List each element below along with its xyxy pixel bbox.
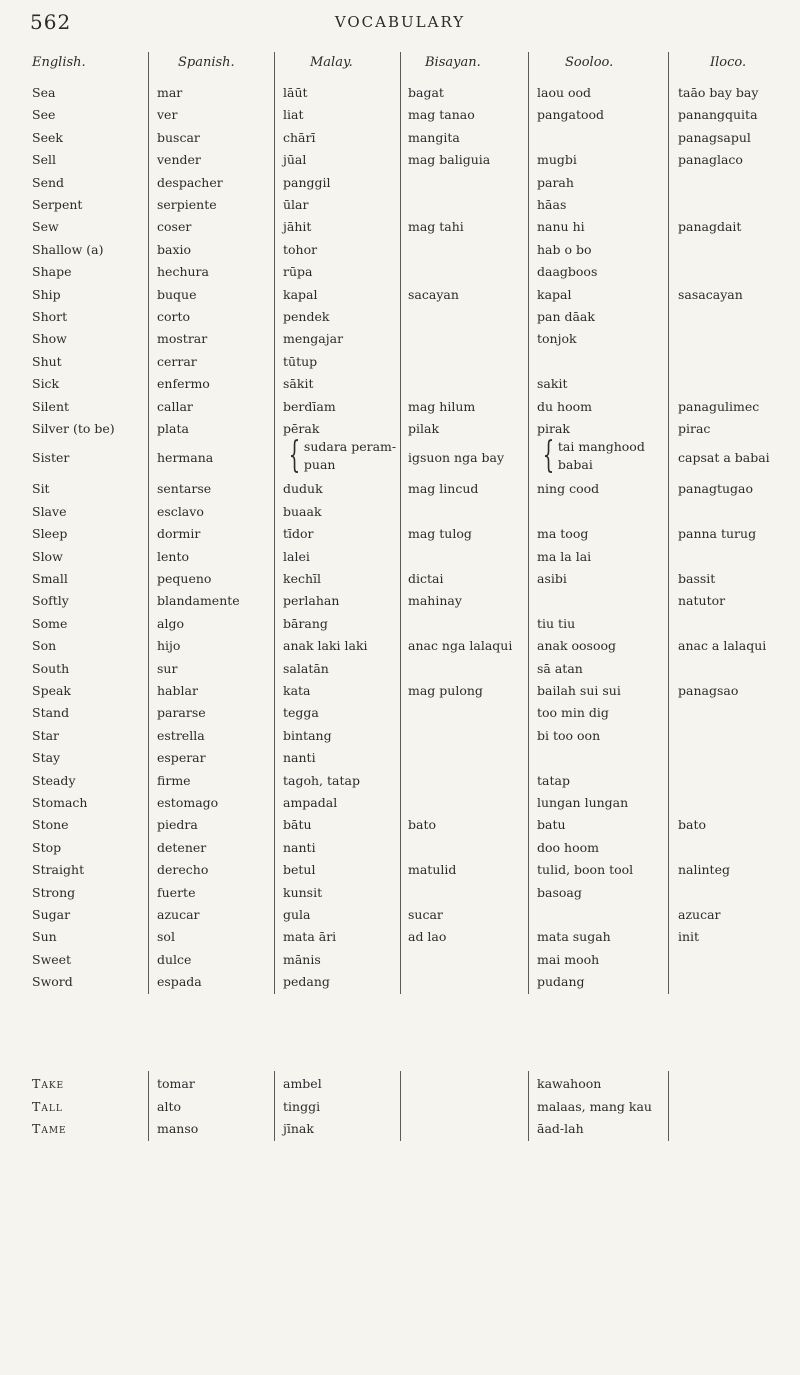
cell-spanish: azucar (157, 907, 200, 922)
cell-spanish: cerrar (157, 353, 197, 369)
cell-malay: tīdor (283, 526, 314, 542)
cell-iloco: pirac (678, 421, 711, 436)
cell-spanish: esperar (157, 750, 206, 766)
cell-english: Some (32, 615, 68, 631)
cell-sooloo: āad-lah (537, 1121, 584, 1136)
cell-spanish: algo (157, 615, 184, 631)
cell-iloco: taāo bay bay (678, 85, 759, 100)
cell-malay: bārang (283, 615, 328, 631)
cell-bisayan: sacayan (408, 286, 459, 302)
cell-sooloo: tonjok (537, 331, 577, 347)
cell-bisayan: ad lao (408, 929, 447, 945)
cell-sooloo: daagboos (537, 264, 598, 280)
cell-sooloo: bailah sui sui (537, 683, 621, 698)
column-header-english: English. (32, 55, 86, 70)
cell-sooloo: tiu tiu (537, 615, 576, 631)
table-row (0, 328, 800, 350)
cell-spanish: lento (157, 548, 189, 564)
cell-bisayan: mahinay (408, 593, 462, 609)
cell-spanish: estomago (157, 795, 219, 810)
cell-spanish: plata (157, 421, 189, 436)
table-row (0, 239, 800, 261)
cell-bisayan: matulid (408, 862, 457, 878)
cell-bisayan: sucar (408, 907, 443, 922)
cell-sooloo: parah (537, 174, 574, 190)
cell-spanish: detener (157, 839, 207, 855)
cell-sooloo: sakit (537, 376, 568, 392)
cell-malay: buaak (283, 503, 322, 519)
cell-sooloo: kawahoon (537, 1076, 602, 1091)
cell-sooloo: pangatood (537, 107, 605, 123)
table-row (0, 792, 800, 814)
cell-spanish: vender (157, 152, 201, 168)
cell-sooloo: ma la lai (537, 548, 592, 564)
table-row (0, 435, 800, 478)
cell-english: Sun (32, 929, 57, 945)
cell-english: Son (32, 638, 57, 654)
cell-malay: perlahan (283, 593, 340, 609)
cell-malay: anak laki laki (283, 638, 368, 654)
table-row (0, 127, 800, 149)
cell-english: Shape (32, 264, 72, 280)
table-row (0, 261, 800, 283)
cell-malay: lalei (283, 548, 310, 564)
bracketed-line: babai (557, 457, 593, 473)
cell-sooloo: ma toog (537, 526, 589, 542)
cell-english: Sick (32, 376, 60, 392)
cell-iloco: capsat a babai (678, 450, 770, 466)
cell-malay: ūlar (283, 197, 309, 212)
cell-spanish: dulce (157, 951, 192, 967)
cell-malay: berdīam (283, 398, 336, 414)
column-header-malay: Malay. (310, 55, 353, 70)
cell-bisayan: anac nga lalaqui (408, 638, 513, 654)
cell-sooloo: tulid, boon tool (537, 862, 634, 878)
cell-english: Shallow (a) (32, 241, 104, 257)
cell-spanish: ver (157, 107, 178, 123)
table-row (0, 882, 800, 904)
cell-iloco: panagulimec (678, 398, 760, 414)
cell-english: South (32, 660, 70, 676)
cell-sooloo: pirak (537, 421, 571, 436)
page-header (0, 0, 800, 40)
cell-spanish: enfermo (157, 376, 210, 392)
table-row (0, 1118, 800, 1140)
cell-bisayan: mag tahi (408, 219, 464, 235)
cell-bisayan: mag tulog (408, 526, 472, 542)
table-row (0, 396, 800, 418)
cell-malay: mengajar (283, 331, 344, 347)
cell-sooloo: doo hoom (537, 839, 599, 855)
cell-bisayan: mag tanao (408, 107, 475, 123)
table-row (0, 926, 800, 948)
cell-malay (283, 435, 397, 477)
cell-malay: tegga (283, 705, 319, 721)
bracketed-line: tai manghood (557, 439, 645, 455)
bracketed-line: puan (303, 457, 336, 473)
cell-malay: duduk (283, 481, 323, 497)
cell-english: Star (32, 727, 60, 743)
cell-spanish: callar (157, 398, 193, 414)
cell-spanish: pararse (157, 705, 206, 721)
cell-english: See (32, 107, 56, 123)
cell-english: Sweet (32, 951, 72, 967)
table-row (0, 725, 800, 747)
column-header-spanish: Spanish. (178, 55, 235, 70)
cell-spanish: esclavo (157, 503, 204, 519)
table-row (0, 658, 800, 680)
column-header-sooloo: Sooloo. (565, 55, 614, 70)
table-row (0, 949, 800, 971)
table-row (0, 501, 800, 523)
table-row (0, 104, 800, 126)
bracketed-lines (304, 438, 396, 474)
bracketed-line: sudara peram- (303, 439, 397, 455)
cell-malay: kapal (283, 286, 318, 302)
table-row (0, 747, 800, 769)
cell-spanish: estrella (157, 727, 205, 743)
cell-english: Sword (32, 974, 73, 990)
cell-malay: ambel (283, 1076, 322, 1091)
cell-bisayan: dictai (408, 571, 444, 586)
table-row (0, 971, 800, 993)
cell-malay: nanti (283, 839, 316, 855)
cell-malay: sākit (283, 376, 314, 392)
cell-sooloo: malaas, mang kau (537, 1098, 652, 1114)
cell-bisayan: bato (408, 817, 437, 833)
cell-spanish: hechura (157, 264, 209, 280)
table-row (0, 904, 800, 926)
cell-iloco: nalinteg (678, 862, 730, 878)
table-row (0, 306, 800, 328)
cell-english: Straight (32, 862, 85, 878)
cell-sooloo: kapal (537, 286, 572, 302)
cell-iloco: panna turug (678, 526, 757, 542)
cell-english: Seek (32, 129, 63, 145)
cell-spanish: dormir (157, 526, 201, 542)
cell-spanish: fuerte (157, 884, 196, 900)
cell-malay: kechīl (283, 571, 322, 586)
cell-english: Show (32, 331, 67, 347)
table-row (0, 351, 800, 373)
table-row (0, 418, 800, 440)
cell-bisayan: mag hilum (408, 398, 476, 414)
cell-english: Stay (32, 750, 61, 766)
cell-spanish: despacher (157, 174, 223, 190)
cell-spanish: hermana (157, 450, 214, 466)
cell-english: Softly (32, 593, 69, 609)
cell-english: Stomach (32, 795, 88, 810)
cell-sooloo: basoag (537, 884, 582, 900)
brace-glyph: { (288, 435, 301, 477)
cell-iloco: init (678, 929, 700, 945)
cell-english: Steady (32, 772, 76, 788)
cell-sooloo: too min dig (537, 705, 609, 721)
cell-english: Small (32, 571, 68, 586)
cell-spanish: coser (157, 219, 192, 235)
cell-malay: tinggi (283, 1098, 321, 1114)
cell-spanish: serpiente (157, 197, 217, 212)
cell-malay: bātu (283, 817, 312, 833)
cell-iloco: anac a lalaqui (678, 638, 767, 654)
cell-malay: liat (283, 107, 304, 123)
cell-spanish: espada (157, 974, 202, 990)
column-header-iloco: Iloco. (710, 55, 747, 70)
cell-malay: kunsit (283, 884, 323, 900)
cell-sooloo (537, 435, 645, 477)
cell-spanish: sur (157, 660, 178, 676)
table-row (0, 149, 800, 171)
cell-bisayan: mag baliguia (408, 152, 491, 168)
cell-sooloo: nanu hi (537, 219, 585, 235)
cell-english: Speak (32, 683, 71, 698)
cell-spanish: hablar (157, 683, 198, 698)
cell-english: Strong (32, 884, 76, 900)
cell-bisayan: mag pulong (408, 683, 483, 698)
cell-malay: pērak (283, 421, 320, 436)
cell-iloco: panagsao (678, 683, 739, 698)
cell-english: Send (32, 174, 65, 190)
column-header-bisayan: Bisayan. (425, 55, 481, 70)
cell-sooloo: asibi (537, 571, 567, 586)
table-row (0, 680, 800, 702)
table-row (0, 568, 800, 590)
table-row (0, 1096, 800, 1118)
cell-english: Stop (32, 839, 62, 855)
cell-malay: tagoh, tatap (283, 772, 360, 788)
cell-english: Sugar (32, 907, 71, 922)
cell-malay: jāhit (283, 219, 312, 235)
cell-malay: lāūt (283, 85, 308, 100)
cell-iloco: panangquita (678, 107, 758, 123)
cell-english: Sell (32, 152, 56, 168)
cell-english: Sleep (32, 526, 68, 542)
cell-malay: chārī (283, 129, 316, 145)
cell-malay: bintang (283, 727, 332, 743)
cell-bisayan: mangita (408, 129, 460, 145)
cell-sooloo: du hoom (537, 398, 592, 414)
table-row (0, 82, 800, 104)
cell-iloco: panagtugao (678, 481, 754, 497)
cell-sooloo: mugbi (537, 152, 577, 168)
cell-spanish: sentarse (157, 481, 212, 497)
cell-english: Slow (32, 548, 63, 564)
cell-malay: tohor (283, 241, 318, 257)
cell-malay: ampadal (283, 795, 338, 810)
table-row (0, 1073, 800, 1095)
cell-malay: jīnak (283, 1121, 314, 1136)
cell-english: Sit (32, 481, 50, 497)
cell-english: Take (32, 1076, 65, 1091)
cell-bisayan: igsuon nga bay (408, 450, 505, 466)
cell-english: Short (32, 309, 68, 324)
cell-sooloo: hāas (537, 197, 567, 212)
cell-malay: rūpa (283, 264, 313, 280)
table-row (0, 523, 800, 545)
cell-iloco: natutor (678, 593, 726, 609)
cell-bisayan: mag lincud (408, 481, 479, 497)
table-row (0, 613, 800, 635)
table-row (0, 702, 800, 724)
cell-english: Silent (32, 398, 70, 414)
cell-malay: jūal (283, 152, 307, 168)
cell-sooloo: pan dāak (537, 309, 595, 324)
cell-spanish: mar (157, 85, 183, 100)
cell-spanish: baxio (157, 241, 192, 257)
cell-spanish: buque (157, 286, 197, 302)
brace-glyph: { (542, 435, 555, 477)
cell-malay: betul (283, 862, 316, 878)
table-row (0, 194, 800, 216)
cell-english: Tall (32, 1098, 63, 1114)
cell-english: Sister (32, 450, 70, 466)
cell-sooloo: bi too oon (537, 727, 601, 743)
table-row (0, 546, 800, 568)
page-number: 562 (30, 10, 72, 34)
cell-english: Stone (32, 817, 69, 833)
cell-iloco: panaglaco (678, 152, 743, 168)
table-row (0, 172, 800, 194)
cell-malay: mata āri (283, 929, 337, 945)
cell-sooloo: sā atan (537, 660, 583, 676)
cell-english: Ship (32, 286, 61, 302)
cell-malay: kata (283, 683, 311, 698)
cell-sooloo: anak oosoog (537, 638, 617, 654)
cell-english: Slave (32, 503, 67, 519)
table-row (0, 814, 800, 836)
cell-spanish: firme (157, 772, 191, 788)
cell-iloco: bato (678, 817, 707, 833)
table-row (0, 478, 800, 500)
cell-spanish: hijo (157, 638, 181, 654)
cell-iloco: bassit (678, 571, 716, 586)
cell-sooloo: hab o bo (537, 241, 592, 257)
cell-sooloo: batu (537, 817, 566, 833)
cell-english: Serpent (32, 197, 83, 212)
table-row (0, 284, 800, 306)
bracketed-lines (558, 438, 645, 474)
cell-english: Stand (32, 705, 70, 721)
cell-sooloo: mai mooh (537, 951, 600, 967)
table-row (0, 635, 800, 657)
cell-malay: panggil (283, 174, 331, 190)
cell-malay: pendek (283, 309, 330, 324)
cell-malay: mānis (283, 951, 321, 967)
table-row (0, 373, 800, 395)
cell-spanish: buscar (157, 129, 200, 145)
cell-english: Silver (to be) (32, 421, 115, 436)
table-row (0, 859, 800, 881)
cell-sooloo: tatap (537, 772, 570, 788)
cell-english: Tame (32, 1121, 67, 1136)
cell-spanish: tomar (157, 1076, 195, 1091)
cell-sooloo: pudang (537, 974, 585, 990)
cell-malay: tūtup (283, 353, 318, 369)
cell-spanish: mostrar (157, 331, 208, 347)
running-title: VOCABULARY (334, 13, 466, 31)
cell-english: Shut (32, 353, 62, 369)
table-row (0, 770, 800, 792)
table-row (0, 837, 800, 859)
cell-spanish: pequeno (157, 571, 212, 586)
cell-spanish: derecho (157, 862, 209, 878)
cell-spanish: sol (157, 929, 175, 945)
cell-bisayan: bagat (408, 85, 444, 100)
cell-iloco: panagdait (678, 219, 742, 235)
cell-sooloo: laou ood (537, 85, 592, 100)
cell-spanish: alto (157, 1098, 181, 1114)
cell-english: Sea (32, 85, 56, 100)
cell-malay: pedang (283, 974, 330, 990)
table-row (0, 590, 800, 612)
table-row (0, 216, 800, 238)
cell-sooloo: lungan lungan (537, 795, 629, 810)
cell-spanish: corto (157, 309, 191, 324)
cell-english: Sew (32, 219, 59, 235)
cell-sooloo: ning cood (537, 481, 600, 497)
cell-bisayan: pilak (408, 421, 440, 436)
cell-malay: nanti (283, 750, 316, 766)
cell-spanish: blandamente (157, 593, 240, 609)
cell-spanish: manso (157, 1121, 199, 1136)
cell-sooloo: mata sugah (537, 929, 611, 945)
cell-iloco: azucar (678, 907, 721, 922)
cell-iloco: sasacayan (678, 286, 743, 302)
cell-malay: salatān (283, 660, 329, 676)
cell-spanish: piedra (157, 817, 198, 833)
cell-malay: gula (283, 907, 311, 922)
cell-iloco: panagsapul (678, 129, 751, 145)
